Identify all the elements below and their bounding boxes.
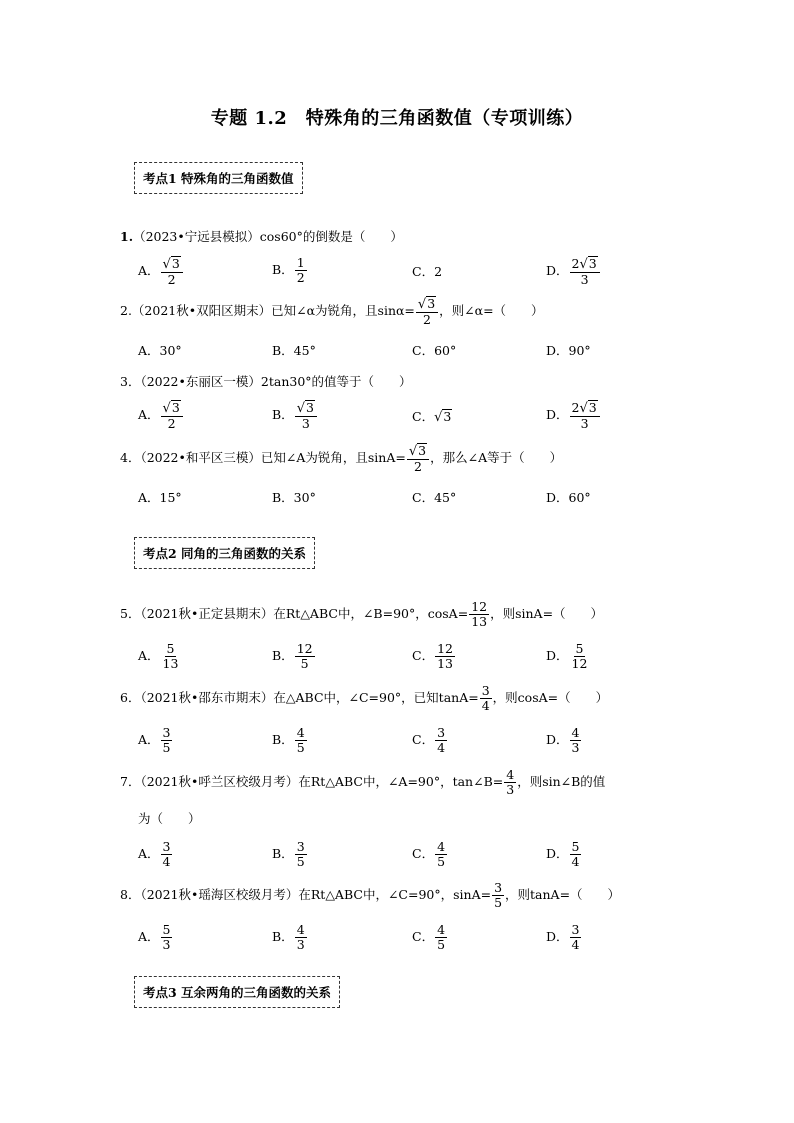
q2-option-a[interactable]: A．30° <box>138 343 182 358</box>
q1-option-c[interactable]: C．2 <box>412 264 443 279</box>
question-2: 2.（2021秋•双阳区期末）已知∠α为锐角，且sinα= $\frac{√3}{2}$ ，则∠α=（ ） <box>120 296 544 327</box>
q7-option-d[interactable]: D． $\frac{5}{4}$ <box>546 839 580 869</box>
q5-option-c[interactable]: C． $\frac{12}{13}$ <box>412 641 453 671</box>
question-6: 6．（2021秋•邵东市期末）在△ABC中，∠C=90°，已知tanA= $\frac{3}{4}$ ，则cosA=（ ） <box>120 683 609 713</box>
section-header-1: 考点1 特殊角的三角函数值 <box>134 162 303 194</box>
q6-option-a[interactable]: A． $\frac{3}{5}$ <box>138 725 171 755</box>
q7-option-b[interactable]: B． $\frac{3}{5}$ <box>272 839 305 869</box>
q8-option-d[interactable]: D． $\frac{3}{4}$ <box>546 922 580 952</box>
page-title: 专题 1.2 特殊角的三角函数值（专项训练） <box>210 108 584 129</box>
q3-option-a[interactable]: A． $\frac{√3}{2}$ <box>138 400 184 431</box>
question-1: 1.（2023•宁远县模拟）cos60°的倒数是（ ） <box>120 229 403 244</box>
q5-option-a[interactable]: A． $\frac{5}{13}$ <box>138 641 179 671</box>
q1-option-a[interactable]: A． $\frac{√3}{2}$ <box>138 256 184 287</box>
q3-option-d[interactable]: D． $\frac{2√3}{3}$ <box>546 400 601 431</box>
question-4: 4．（2022•和平区三模）已知∠A为锐角，且sinA= $\frac{√3}{2}$ ，那么∠A等于（ ） <box>120 443 563 474</box>
q2-option-c[interactable]: C．60° <box>412 343 457 358</box>
q4-option-d[interactable]: D．60° <box>546 490 591 505</box>
question-7-line2: 为（ ） <box>138 811 201 826</box>
q3-option-b[interactable]: B． $\frac{√3}{3}$ <box>272 400 318 431</box>
q4-option-a[interactable]: A．15° <box>138 490 182 505</box>
q4-option-c[interactable]: C．45° <box>412 490 457 505</box>
q1-option-b[interactable]: B． $\frac{1}{2}$ <box>272 255 305 285</box>
question-5: 5．（2021秋•正定县期末）在Rt△ABC中，∠B=90°，cosA= $\frac{12}{13}$ ，则sinA=（ ） <box>120 599 604 629</box>
q2-option-d[interactable]: D．90° <box>546 343 591 358</box>
q6-option-b[interactable]: B． $\frac{4}{5}$ <box>272 725 305 755</box>
q6-option-d[interactable]: D． $\frac{4}{3}$ <box>546 725 580 755</box>
q7-option-c[interactable]: C． $\frac{4}{5}$ <box>412 839 446 869</box>
q1-option-d[interactable]: D． $\frac{2√3}{3}$ <box>546 256 601 287</box>
q8-option-a[interactable]: A． $\frac{5}{3}$ <box>138 922 171 952</box>
question-7: 7．（2021秋•呼兰区校级月考）在Rt△ABC中，∠A=90°，tan∠B= $\frac{4}{3}$ ，则sin∠B的值 <box>120 767 606 797</box>
q3-option-c[interactable]: C．√3 <box>412 409 452 425</box>
q6-option-c[interactable]: C． $\frac{3}{4}$ <box>412 725 446 755</box>
q2-option-b[interactable]: B．45° <box>272 343 316 358</box>
q7-option-a[interactable]: A． $\frac{3}{4}$ <box>138 839 171 869</box>
q5-option-b[interactable]: B． $\frac{12}{5}$ <box>272 641 313 671</box>
q8-option-b[interactable]: B． $\frac{4}{3}$ <box>272 922 305 952</box>
section-header-2: 考点2 同角的三角函数的关系 <box>134 537 315 569</box>
q4-option-b[interactable]: B．30° <box>272 490 316 505</box>
q8-option-c[interactable]: C． $\frac{4}{5}$ <box>412 922 446 952</box>
q5-option-d[interactable]: D． $\frac{5}{12}$ <box>546 641 588 671</box>
question-8: 8．（2021秋•瑶海区校级月考）在Rt△ABC中，∠C=90°，sinA= $\frac{3}{5}$ ，则tanA=（ ） <box>120 880 621 910</box>
section-header-3: 考点3 互余两角的三角函数的关系 <box>134 976 340 1008</box>
question-3: 3．（2022•东丽区一模）2tan30°的值等于（ ） <box>120 374 412 389</box>
